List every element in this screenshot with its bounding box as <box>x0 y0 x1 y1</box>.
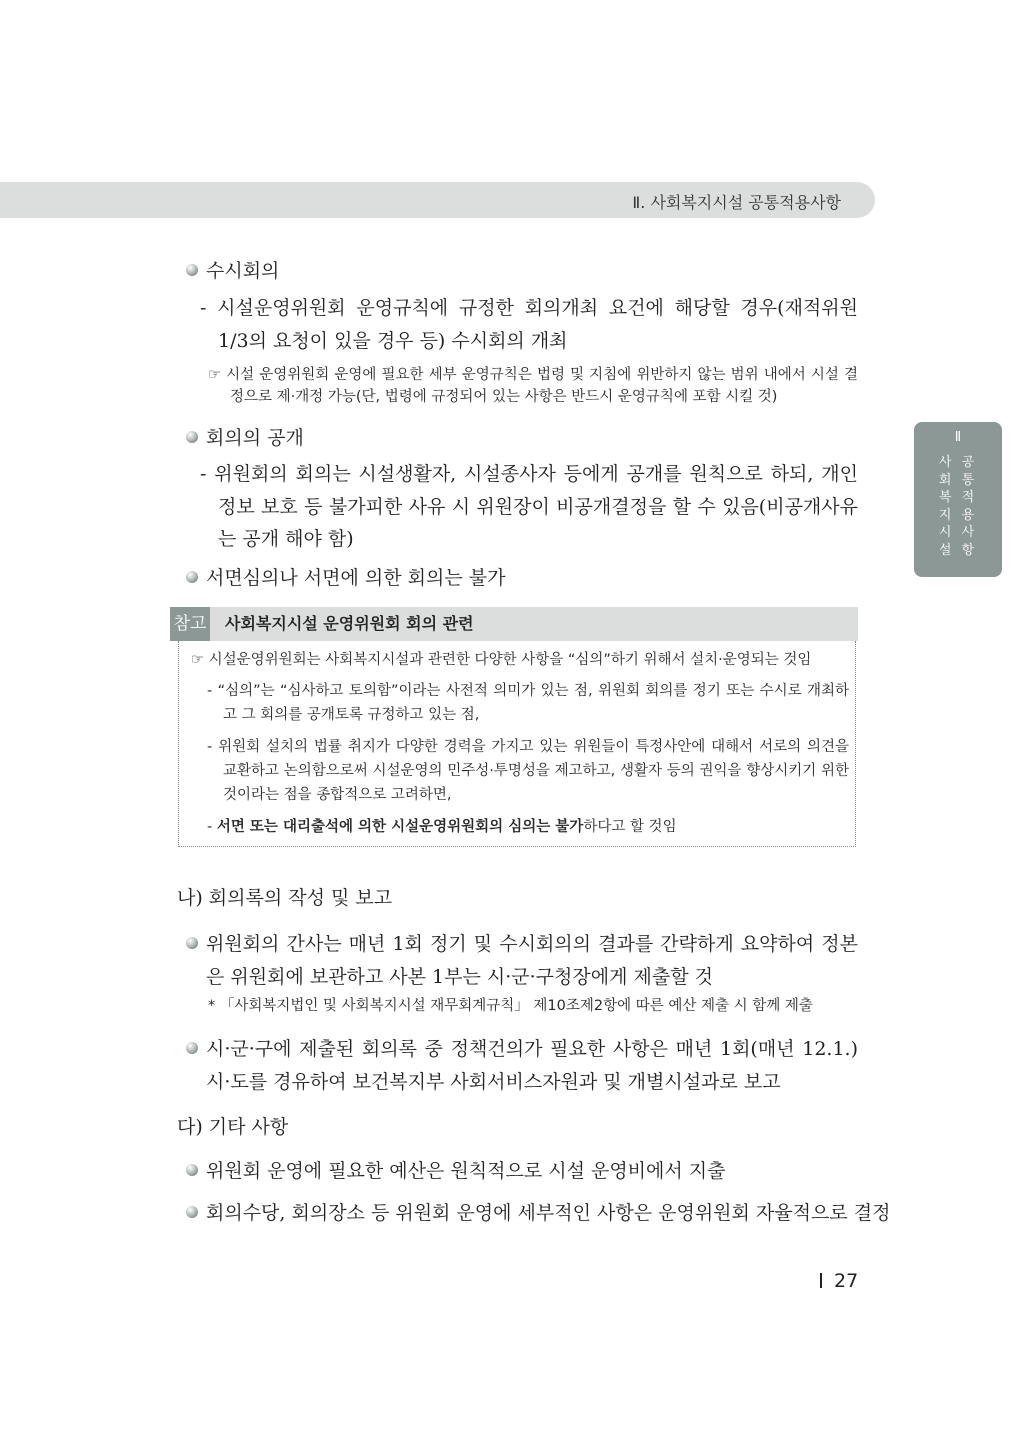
reference-intro: ☞ 시설운영위원회는 사회복지시설과 관련한 다양한 사항을 “심의”하기 위해서 설치·운영되는 것임 <box>191 652 812 668</box>
dash-paragraph: - 시설운영위원회 운영규칙에 규정한 회의개최 요건에 해당할 경우(재적위원 1/3의 요청이 있을 경우 등) 수시회의 개최 <box>200 297 858 352</box>
running-title: Ⅱ. 사회복지시설 공통적용사항 <box>632 193 841 212</box>
reference-point-conclusion <box>207 815 849 839</box>
bullet-icon <box>186 1164 198 1176</box>
bullet-item-adhoc-meeting <box>186 258 279 284</box>
bullet-icon <box>186 431 198 443</box>
reference-box-body <box>178 641 856 847</box>
bullet-icon <box>186 571 198 583</box>
side-tab-row: 사 공 <box>938 455 978 470</box>
note-paragraph: ☞ 시설 운영위원회 운영에 필요한 세부 운영규칙은 법령 및 지침에 위반하지 않는 범위 내에서 시설 결정으로 제·개정 가능(단, 법령에 규정되어 있는 사항은 반드시 운영규칙에 포함 시킬 것) <box>208 367 858 405</box>
bullet-text: 위원회 운영에 필요한 예산은 원칙적으로 시설 운영비에서 지출 <box>206 1160 726 1182</box>
bullet-item-written-review <box>186 565 505 591</box>
bullet-icon <box>186 264 198 276</box>
bullet-item-autonomy <box>186 1200 890 1226</box>
side-tab-row: 설 항 <box>938 542 978 558</box>
bullet-text: 위원회의 간사는 매년 1회 정기 및 수시회의의 결과를 간략하게 요약하여 정본은 위원회에 보관하고 사본 1부는 시·군·구청장에게 제출할 것 <box>206 933 858 988</box>
reference-point-bold: 서면 또는 대리출석에 의한 시설운영위원회의 심의는 불가 <box>216 819 584 835</box>
side-tab-row: 시 사 <box>938 525 978 540</box>
page-number-text: 27 <box>834 1270 859 1292</box>
section-heading-minutes: 나) 회의록의 작성 및 보고 <box>177 887 393 909</box>
bullet-text: 서면심의나 서면에 의한 회의는 불가 <box>206 567 506 589</box>
reference-point: - “심의”는 “심사하고 토의함”이라는 사전적 의미가 있는 점, 위원회 회의를 정기 또는 수시로 개최하고 그 회의를 공개토록 규정하고 있는 점, <box>207 683 849 723</box>
chapter-side-tab <box>914 422 1002 577</box>
footnote: * 「사회복지법인 및 사회복지시설 재무회계규칙」 제10조제2항에 따른 예산 제출 시 함께 제출 <box>208 998 813 1014</box>
dash-paragraph: - 위원회의 회의는 시설생활자, 시설종사자 등에게 공개를 원칙으로 하되, 개인 정보 보호 등 불가피한 사유 시 위원장이 비공개결정을 할 수 있음(비공개사유는 공개 해야 함) <box>200 463 858 550</box>
bullet-icon <box>186 1206 198 1218</box>
chapter-roman-numeral: Ⅱ <box>954 430 962 445</box>
reference-tag: 참고 <box>170 607 210 641</box>
running-header <box>0 182 875 218</box>
bullet-text: 수시회의 <box>206 260 280 282</box>
side-tab-row: 지 용 <box>938 507 978 523</box>
bullet-icon <box>186 1042 198 1054</box>
bullet-item-budget <box>186 1158 725 1184</box>
page-number-bar <box>820 1273 822 1288</box>
bullet-item-minutes-report <box>186 1033 858 1098</box>
reference-box-header <box>170 607 858 641</box>
reference-point-prefix: - <box>207 819 217 835</box>
page-number <box>820 1270 858 1292</box>
reference-box <box>170 607 858 848</box>
reference-point: - 위원회 설치의 법률 취지가 다양한 경력을 가지고 있는 위원들이 특정사안에 대해서 서로의 의견을 교환하고 논의함으로써 시설운영의 민주성·투명성을 제고하고, 생활자 등의 권익을 향상시키기 위한 것이라는 점을 종합적으로 고려하면, <box>207 739 849 803</box>
side-tab-row: 회 통 <box>938 472 978 488</box>
bullet-icon <box>186 937 198 949</box>
bullet-text: 회의수당, 회의장소 등 위원회 운영에 세부적인 사항은 운영위원회 자율적으로 결정 <box>206 1202 891 1224</box>
bullet-text: 회의의 공개 <box>206 427 304 449</box>
bullet-item-minutes-secretary <box>186 928 858 993</box>
side-tab-row: 복 적 <box>938 490 978 505</box>
bullet-text: 시·군·구에 제출된 회의록 중 정책건의가 필요한 사항은 매년 1회(매년 12.1.) 시·도를 경유하여 보건복지부 사회서비스자원과 및 개별시설과로 보고 <box>206 1038 858 1093</box>
bullet-item-meeting-disclosure <box>186 425 304 451</box>
reference-point-suffix: 하다고 할 것임 <box>583 819 677 835</box>
reference-title: 사회복지시설 운영위원회 회의 관련 <box>225 614 474 633</box>
section-heading-other: 다) 기타 사항 <box>177 1116 289 1138</box>
